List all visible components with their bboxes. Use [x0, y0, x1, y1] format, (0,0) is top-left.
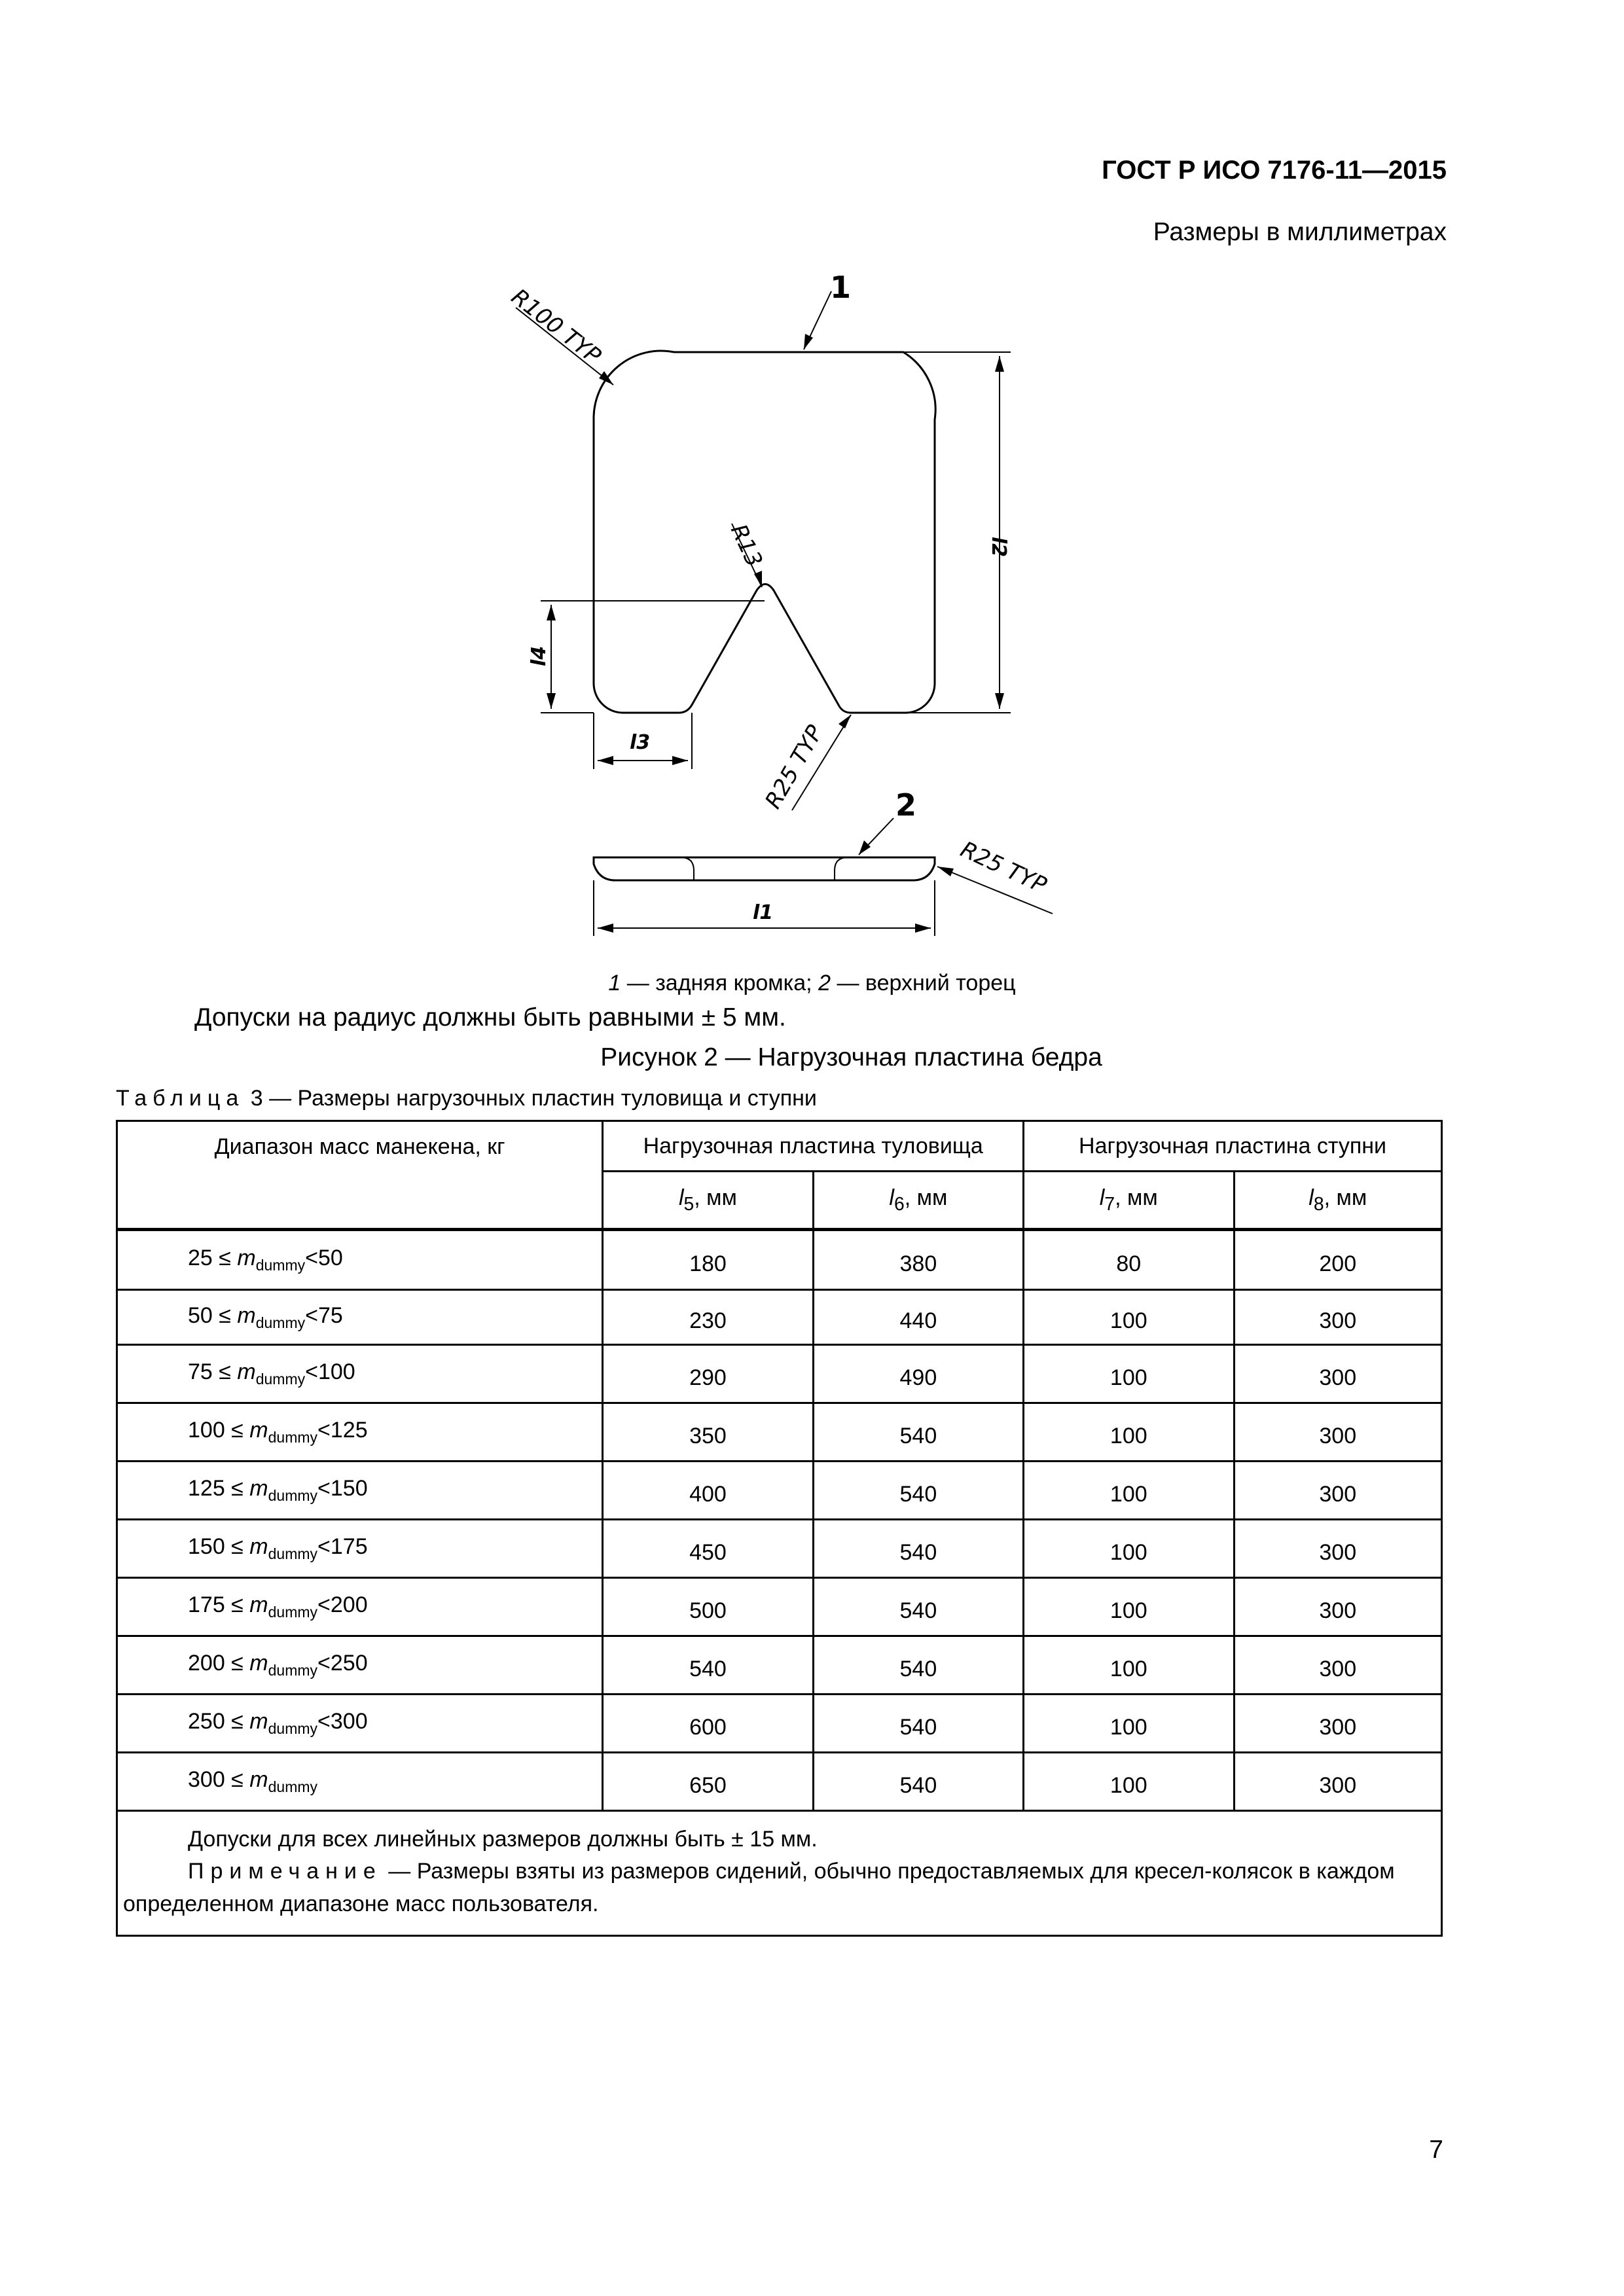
document-code: ГОСТ Р ИСО 7176-11—2015 — [1102, 156, 1447, 185]
header-mass-range: Диапазон масс манекена, кг — [117, 1121, 603, 1230]
label-r25-plate: R25 TYP — [760, 721, 829, 814]
l5-cell: 500 — [603, 1578, 813, 1636]
header-torso-plate: Нагрузочная пластина туловища — [603, 1121, 1024, 1172]
label-r13: R13 — [725, 520, 768, 571]
note-block — [123, 1859, 1395, 1916]
linear-tolerance-note: Допуски для всех линейных размеров должны быть ± 15 мм. — [188, 1827, 818, 1852]
note-text: — Размеры взяты из размеров сидений, обычно предоставляемых для кресел-колясок в каждом определенном диапазоне масс пользователя. — [123, 1859, 1395, 1916]
l5-cell: 400 — [603, 1462, 813, 1520]
edge-outline — [594, 857, 935, 880]
l8-cell: 300 — [1234, 1636, 1441, 1695]
legend-1-text: — задняя кромка; — [621, 971, 819, 996]
label-r100: R100 TYP — [506, 283, 606, 370]
l5-cell: 180 — [603, 1230, 813, 1290]
mass-range-cell: $250 \le m_{dummy}<300$ — [117, 1695, 603, 1753]
l6-cell: 490 — [813, 1345, 1023, 1403]
legend-1-number: 1 — [608, 971, 621, 996]
dim-l3: l3 — [630, 731, 651, 754]
l7-cell: 80 — [1024, 1230, 1234, 1290]
table-caption-text: 3 — Размеры нагрузочных пластин туловища и ступни — [244, 1086, 817, 1111]
header-l5: $l_5$, мм — [603, 1172, 813, 1230]
legend-2-number: 2 — [818, 971, 831, 996]
l8-cell: 300 — [1234, 1695, 1441, 1753]
table-row — [117, 1403, 1442, 1462]
legend-2-text: — верхний торец — [831, 971, 1016, 996]
table-row — [117, 1290, 1442, 1345]
table-row — [117, 1695, 1442, 1753]
l6-cell: 540 — [813, 1578, 1023, 1636]
mass-range-cell: $300 \le m_{dummy}$ — [117, 1753, 603, 1811]
header-l8: $l_8$, мм — [1234, 1172, 1441, 1230]
l8-cell: 300 — [1234, 1520, 1441, 1578]
mass-range-cell: $25 \le m_{dummy}<50$ — [117, 1230, 603, 1290]
l7-cell: 100 — [1024, 1403, 1234, 1462]
l7-cell: 100 — [1024, 1520, 1234, 1578]
l6-cell: 540 — [813, 1520, 1023, 1578]
l6-cell: 540 — [813, 1695, 1023, 1753]
l5-cell: 450 — [603, 1520, 813, 1578]
l7-cell: 100 — [1024, 1462, 1234, 1520]
units-note: Размеры в миллиметрах — [1153, 218, 1447, 246]
l8-cell: 300 — [1234, 1345, 1441, 1403]
mass-range-cell: $200 \le m_{dummy}<250$ — [117, 1636, 603, 1695]
l7-cell: 100 — [1024, 1345, 1234, 1403]
mass-range-cell: $50 \le m_{dummy}<75$ — [117, 1290, 603, 1345]
l7-cell: 100 — [1024, 1753, 1234, 1811]
header-l6: $l_6$, мм — [813, 1172, 1023, 1230]
table-row — [117, 1753, 1442, 1811]
note-label: Примечание — [188, 1859, 382, 1884]
l5-cell: 540 — [603, 1636, 813, 1695]
table-row — [117, 1520, 1442, 1578]
l8-cell: 300 — [1234, 1578, 1441, 1636]
l7-cell: 100 — [1024, 1636, 1234, 1695]
l8-cell: 300 — [1234, 1462, 1441, 1520]
table-caption — [116, 1086, 817, 1111]
l5-cell: 350 — [603, 1403, 813, 1462]
l8-cell: 300 — [1234, 1290, 1441, 1345]
table-row — [117, 1462, 1442, 1520]
header-foot-plate: Нагрузочная пластина ступни — [1024, 1121, 1442, 1172]
mass-range-cell: $150 \le m_{dummy}<175$ — [117, 1520, 603, 1578]
table-row — [117, 1636, 1442, 1695]
l6-cell: 540 — [813, 1403, 1023, 1462]
dim-l1: l1 — [753, 901, 774, 924]
figure-legend — [0, 971, 1624, 996]
mass-range-cell: $75 \le m_{dummy}<100$ — [117, 1345, 603, 1403]
dim-l4: l4 — [528, 645, 550, 666]
table-row — [117, 1230, 1442, 1290]
l5-cell: 650 — [603, 1753, 813, 1811]
callout-1: 1 — [830, 270, 852, 305]
l6-cell: 440 — [813, 1290, 1023, 1345]
table-notes — [117, 1811, 1442, 1936]
l7-cell: 100 — [1024, 1695, 1234, 1753]
page-number: 7 — [1429, 2136, 1443, 2164]
callout-2: 2 — [895, 787, 917, 823]
l6-cell: 540 — [813, 1636, 1023, 1695]
l6-cell: 380 — [813, 1230, 1023, 1290]
l6-cell: 540 — [813, 1753, 1023, 1811]
table-row — [117, 1345, 1442, 1403]
figure-caption: Рисунок 2 — Нагрузочная пластина бедра — [600, 1043, 1102, 1071]
l5-cell: 290 — [603, 1345, 813, 1403]
l8-cell: 300 — [1234, 1403, 1441, 1462]
label-r25-edge: R25 TYP — [956, 836, 1051, 899]
dimensions-table — [116, 1120, 1443, 1937]
mass-range-cell: $175 \le m_{dummy}<200$ — [117, 1578, 603, 1636]
mass-range-cell: $100 \le m_{dummy}<125$ — [117, 1403, 603, 1462]
l7-cell: 100 — [1024, 1578, 1234, 1636]
radius-tolerance-note: Допуски на радиус должны быть равными ± 5 мм. — [194, 1003, 786, 1031]
header-l7: $l_7$, мм — [1024, 1172, 1234, 1230]
l8-cell: 200 — [1234, 1230, 1441, 1290]
l6-cell: 540 — [813, 1462, 1023, 1520]
table-row — [117, 1578, 1442, 1636]
l8-cell: 300 — [1234, 1753, 1441, 1811]
mass-range-cell: $125 \le m_{dummy}<150$ — [117, 1462, 603, 1520]
dim-l2: l2 — [987, 537, 1010, 558]
l5-cell: 600 — [603, 1695, 813, 1753]
plate-outline — [594, 351, 935, 713]
l5-cell: 230 — [603, 1290, 813, 1345]
table-caption-label: Таблица — [116, 1086, 245, 1111]
l7-cell: 100 — [1024, 1290, 1234, 1345]
